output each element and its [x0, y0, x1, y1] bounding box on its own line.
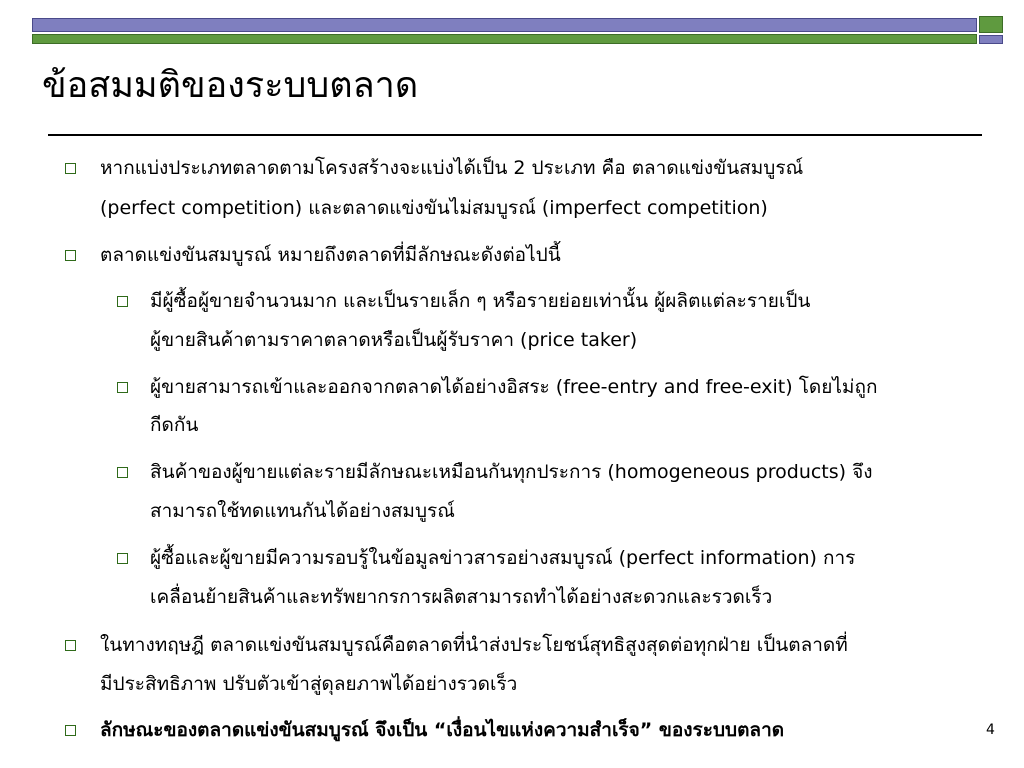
sub-bullet-box-icon	[117, 467, 128, 478]
page-number: 4	[986, 722, 995, 738]
bullet-box-icon	[65, 163, 76, 174]
bullet-box-icon	[65, 640, 76, 651]
decor-bar-bottom-accent	[979, 35, 1003, 44]
sub-bullet-text: ผู้ซื้อและผู้ขายมีความรอบรู้ในข้อมูลข่าวสารอย่างสมบูรณ์ (perfect information) การ	[150, 547, 856, 569]
bullet-text-bold: ลักษณะของตลาดแข่งขันสมบูรณ์ จึงเป็น “เงื่อนไขแห่งความสำเร็จ” ของระบบตลาด	[100, 719, 785, 741]
sub-bullet-text: สามารถใช้ทดแทนกันได้อย่างสมบูรณ์	[150, 500, 455, 522]
title-rule	[48, 134, 982, 136]
slide-title: ข้อสมมติของระบบตลาด	[42, 65, 419, 106]
decor-bar-top	[32, 18, 977, 32]
sub-bullet-text: ผู้ขายสามารถเข้าและออกจากตลาดได้อย่างอิสระ (free-entry and free-exit) โดยไม่ถูก	[150, 376, 878, 398]
sub-bullet-text: มีผู้ซื้อผู้ขายจำนวนมาก และเป็นรายเล็ก ๆ หรือรายย่อยเท่านั้น ผู้ผลิตแต่ละรายเป็น	[150, 290, 811, 312]
sub-bullet-box-icon	[117, 296, 128, 307]
bullet-box-icon	[65, 250, 76, 261]
bullet-text: ในทางทฤษฎี ตลาดแข่งขันสมบูรณ์คือตลาดที่นำส่งประโยชน์สุทธิสูงสุดต่อทุกฝ่าย เป็นตลาดที่	[100, 634, 848, 656]
bullet-text: มีประสิทธิภาพ ปรับตัวเข้าสู่ดุลยภาพได้อย่างรวดเร็ว	[100, 673, 518, 695]
bullet-text: (perfect competition) และตลาดแข่งขันไม่สมบูรณ์ (imperfect competition)	[100, 197, 768, 219]
sub-bullet-text: ผู้ขายสินค้าตามราคาตลาดหรือเป็นผู้รับราคา (price taker)	[150, 329, 638, 351]
sub-bullet-box-icon	[117, 553, 128, 564]
bullet-text: หากแบ่งประเภทตลาดตามโครงสร้างจะแบ่งได้เป็น 2 ประเภท คือ ตลาดแข่งขันสมบูรณ์	[100, 157, 804, 179]
decor-bar-bottom	[32, 34, 977, 44]
sub-bullet-text: กีดกัน	[150, 414, 199, 436]
sub-bullet-text: เคลื่อนย้ายสินค้าและทรัพยากรการผลิตสามารถทำได้อย่างสะดวกและรวดเร็ว	[150, 586, 773, 608]
decor-bar-top-accent	[979, 16, 1003, 33]
sub-bullet-box-icon	[117, 382, 128, 393]
bullet-text: ตลาดแข่งขันสมบูรณ์ หมายถึงตลาดที่มีลักษณะดังต่อไปนี้	[100, 244, 561, 266]
sub-bullet-text: สินค้าของผู้ขายแต่ละรายมีลักษณะเหมือนกันทุกประการ (homogeneous products) จึง	[150, 461, 873, 483]
bullet-box-icon	[65, 725, 76, 736]
